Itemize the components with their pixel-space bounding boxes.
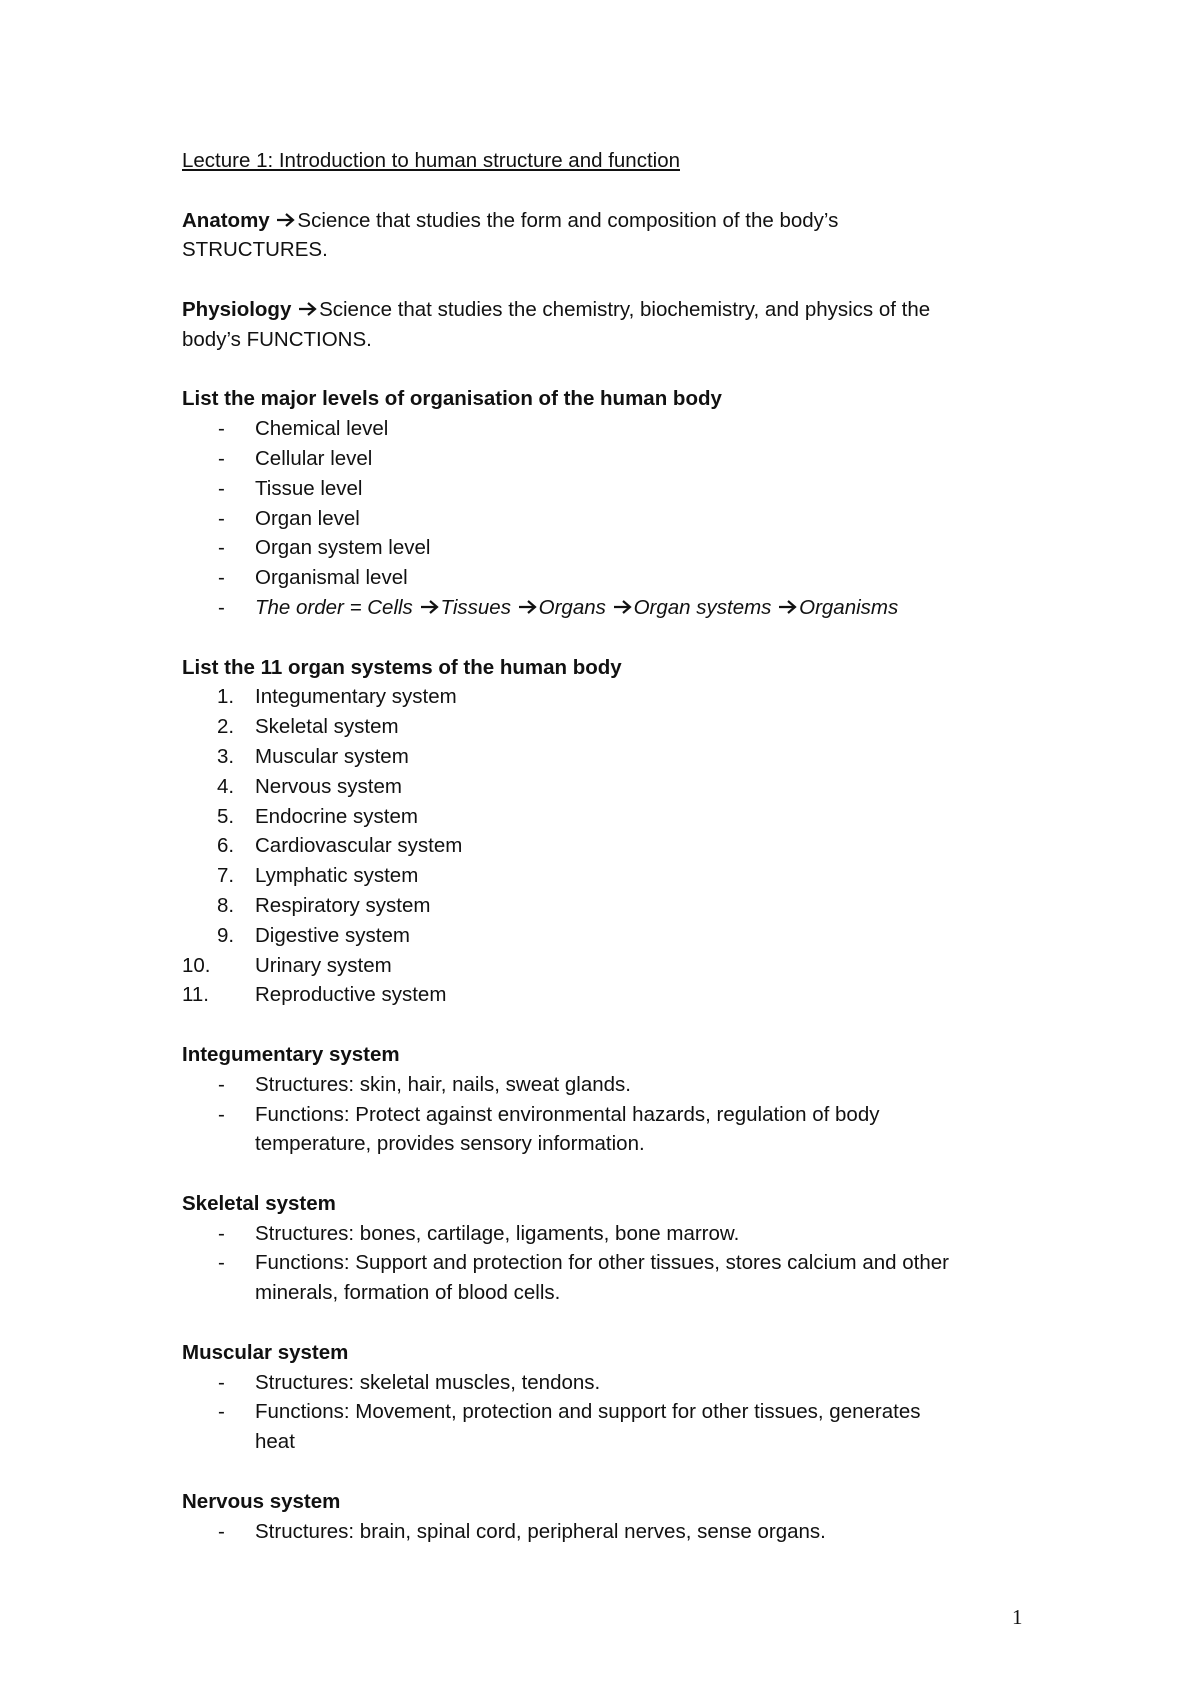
list-item: - Functions: Protect against environmental hazards, regulation of body (218, 1102, 880, 1126)
list-item: - Structures: brain, spinal cord, peripheral nerves, sense organs. (218, 1519, 826, 1543)
right-arrow-icon (297, 301, 319, 317)
anatomy-text-1: Science that studies the form and composition of the body’s (297, 208, 839, 232)
list-item-continuation: minerals, formation of blood cells. (255, 1281, 561, 1305)
list-item: - Organ level (218, 506, 360, 530)
list-item: 10. Urinary system (182, 953, 392, 977)
physiology-text-2: body’s FUNCTIONS. (182, 327, 372, 351)
anatomy-text-2: STRUCTURES. (182, 238, 328, 262)
skeletal-heading: Skeletal system (182, 1191, 336, 1215)
list-item: - Cellular level (218, 446, 373, 470)
list-item: 9. Digestive system (217, 923, 410, 947)
levels-heading: List the major levels of organisation of the human body (182, 387, 722, 411)
page-title: Lecture 1: Introduction to human structure and function (182, 149, 680, 172)
list-item: 8. Respiratory system (217, 893, 431, 917)
right-arrow-icon (517, 599, 539, 615)
list-item: 2. Skeletal system (217, 715, 399, 739)
right-arrow-icon (777, 599, 799, 615)
list-item: 11. Reproductive system (182, 983, 447, 1007)
nervous-heading: Nervous system (182, 1489, 341, 1513)
right-arrow-icon (275, 212, 297, 228)
list-item: - Organ system level (218, 536, 431, 560)
list-item-continuation: heat (255, 1430, 295, 1454)
right-arrow-icon (612, 599, 634, 615)
list-item: - Functions: Movement, protection and support for other tissues, generates (218, 1400, 921, 1424)
list-item: 5. Endocrine system (217, 804, 418, 828)
list-item: 4. Nervous system (217, 774, 402, 798)
list-item: - Tissue level (218, 476, 363, 500)
list-item: - Structures: bones, cartilage, ligaments, bone marrow. (218, 1221, 740, 1245)
physiology-definition (182, 295, 1062, 325)
muscular-heading: Muscular system (182, 1340, 349, 1364)
anatomy-term: Anatomy (182, 208, 270, 232)
page-number: 1 (1012, 1605, 1023, 1629)
list-item: - Structures: skeletal muscles, tendons. (218, 1370, 601, 1394)
integumentary-heading: Integumentary system (182, 1042, 400, 1066)
list-item: - Organismal level (218, 566, 408, 590)
list-item: 3. Muscular system (217, 744, 409, 768)
list-item: 1. Integumentary system (217, 685, 457, 709)
systems-heading: List the 11 organ systems of the human body (182, 655, 622, 679)
anatomy-definition (182, 206, 1062, 236)
list-item: 6. Cardiovascular system (217, 834, 463, 858)
list-item: - Structures: skin, hair, nails, sweat glands. (218, 1072, 632, 1096)
document-body (182, 146, 1062, 1546)
physiology-term: Physiology (182, 297, 292, 321)
levels-order-item: - The order = Cells Tissues Organs Organ systems Organisms (218, 595, 899, 619)
physiology-text-1: Science that studies the chemistry, biochemistry, and physics of the (319, 297, 931, 321)
list-item: - Chemical level (218, 417, 389, 441)
list-item-continuation: temperature, provides sensory information. (255, 1132, 645, 1156)
list-item: - Functions: Support and protection for other tissues, stores calcium and other (218, 1251, 949, 1275)
list-item: 7. Lymphatic system (217, 864, 419, 888)
right-arrow-icon (419, 599, 441, 615)
